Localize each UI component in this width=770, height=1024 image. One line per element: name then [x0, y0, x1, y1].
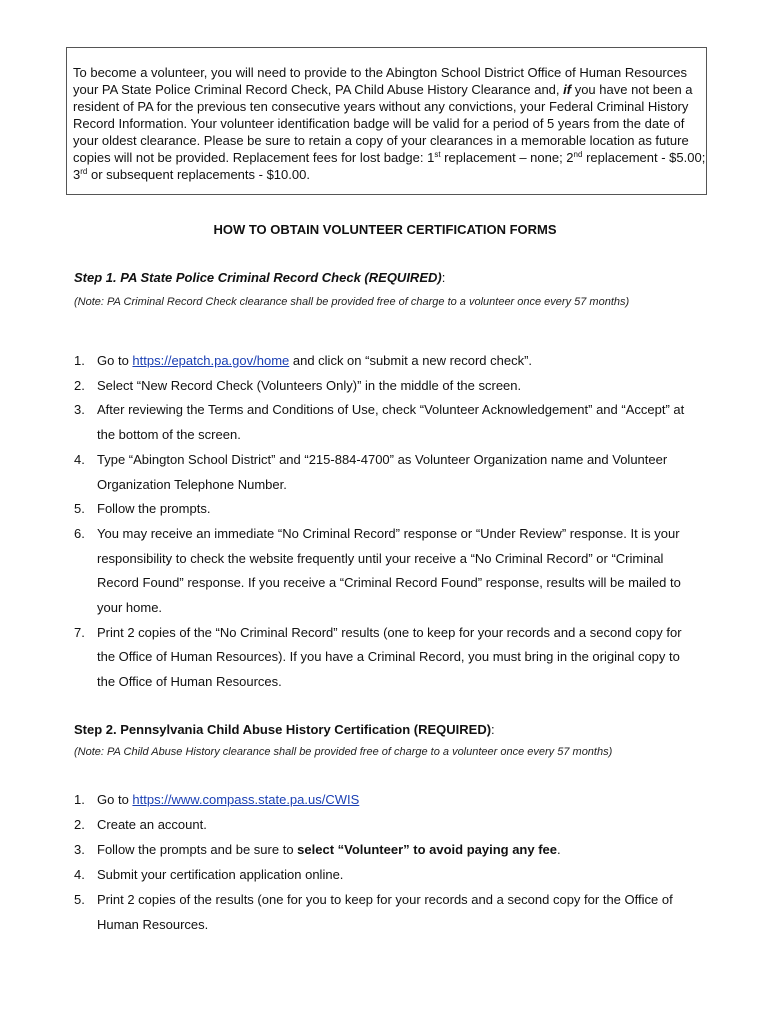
item-number: 5.: [74, 501, 85, 517]
item-number: 2.: [74, 817, 85, 832]
volunteer-notice-box: [66, 47, 707, 195]
list-item: [74, 349, 694, 374]
list-item: [74, 812, 694, 837]
item-number: 7.: [74, 624, 85, 640]
item-number: 1.: [74, 792, 85, 807]
list-item: [74, 862, 694, 887]
notice-sup-2: nd: [573, 150, 583, 159]
notice-text-e: or subsequent replacements - $10.00.: [87, 167, 310, 182]
list-item: [74, 497, 694, 522]
item-text-pre: Go to: [97, 353, 133, 368]
step2-list: [74, 787, 694, 937]
step1-title-text: Step 1. PA State Police Criminal Record Check (REQUIRED): [74, 270, 442, 285]
item-number: 2.: [74, 377, 85, 393]
notice-text-b: you have not been a resident of PA for the previous ten consecutive years without any convictions, your Federal Criminal History Record Information. Your volunteer identification badge will be valid for a period of 5 years from the date of your oldest clearance. Please be sure to retain a copy of your clearances in a memorable location as future copies will not be provided. Replacement fees for lost badge: 1: [73, 82, 693, 165]
epatch-link[interactable]: https://epatch.pa.gov/home: [132, 353, 290, 368]
step2-title-colon: :: [491, 722, 495, 737]
list-item: [74, 522, 694, 621]
list-item: [74, 448, 694, 497]
item-number: 1.: [74, 353, 85, 368]
item-text-post: .: [557, 842, 561, 857]
step1-title: [74, 269, 445, 286]
item-number: 3.: [74, 402, 85, 418]
step1-title-colon: :: [441, 270, 446, 285]
item-text: Create an account.: [97, 817, 207, 832]
notice-sup-1: st: [434, 150, 441, 159]
list-item: [74, 621, 694, 695]
item-text: Select “New Record Check (Volunteers Only)” in the middle of the screen.: [97, 377, 522, 393]
notice-text-d: replacement - $5.00; 3: [73, 150, 706, 182]
item-number: 3.: [74, 842, 85, 857]
item-text: After reviewing the Terms and Conditions of Use, check “Volunteer Acknowledgement” and “Accept” at the bottom of the screen.: [97, 402, 685, 443]
notice-if: if: [563, 82, 572, 97]
page-heading: HOW TO OBTAIN VOLUNTEER CERTIFICATION FORMS: [213, 222, 557, 237]
item-number: 6.: [74, 525, 85, 541]
step2-note: (Note: PA Child Abuse History clearance shall be provided free of charge to a volunteer once every 57 months): [74, 746, 613, 758]
list-item: [74, 374, 694, 399]
list-item: [74, 837, 694, 862]
notice-text-c: replacement – none; 2: [440, 150, 574, 165]
item-text-pre: Go to: [97, 792, 133, 807]
item-number: 5.: [74, 892, 85, 907]
item-text-pre: Follow the prompts and be sure to: [97, 842, 298, 857]
item-text: Print 2 copies of the results (one for you to keep for your records and a second copy for the Office of Human Resources.: [97, 892, 673, 932]
list-item: [74, 787, 694, 812]
item-text: Submit your certification application online.: [97, 867, 344, 882]
notice-sup-3: rd: [80, 167, 88, 176]
item-text-post: and click on “submit a new record check”.: [289, 353, 533, 368]
notice-text-a: To become a volunteer, you will need to provide to the Abington School District Office of Human Resources your PA State Police Criminal Record Check, PA Child Abuse History Clearance and,: [73, 65, 687, 97]
item-number: 4.: [74, 451, 85, 467]
step2-title-text: Step 2. Pennsylvania Child Abuse History Certification (REQUIRED): [74, 722, 492, 737]
item-text: You may receive an immediate “No Criminal Record” response or “Under Review” response. It is your responsibility to check the website frequently until your receive a “No Criminal Record” or “Criminal Record Found” response. If you receive a “Criminal Record Found” response, results will be mailed to your home.: [97, 525, 681, 616]
compass-link[interactable]: https://www.compass.state.pa.us/CWIS: [132, 792, 360, 807]
list-item: [74, 887, 694, 937]
item-text: Type “Abington School District” and “215-884-4700” as Volunteer Organization name and Volunteer Organization Telephone Number.: [97, 451, 668, 492]
item-text-bold: select “Volunteer” to avoid paying any fee: [297, 842, 558, 857]
item-text: Follow the prompts.: [97, 501, 211, 517]
step1-list: [74, 349, 694, 695]
list-item: [74, 398, 694, 447]
step2-title: [74, 721, 495, 738]
step1-note: (Note: PA Criminal Record Check clearance shall be provided free of charge to a volunteer once every 57 months): [74, 296, 630, 308]
item-text: Print 2 copies of the “No Criminal Record” results (one to keep for your records and a second copy for the Office of Human Resources). If you have a Criminal Record, you must bring in the original copy to the Office of Human Resources.: [97, 624, 682, 690]
item-number: 4.: [74, 867, 85, 882]
